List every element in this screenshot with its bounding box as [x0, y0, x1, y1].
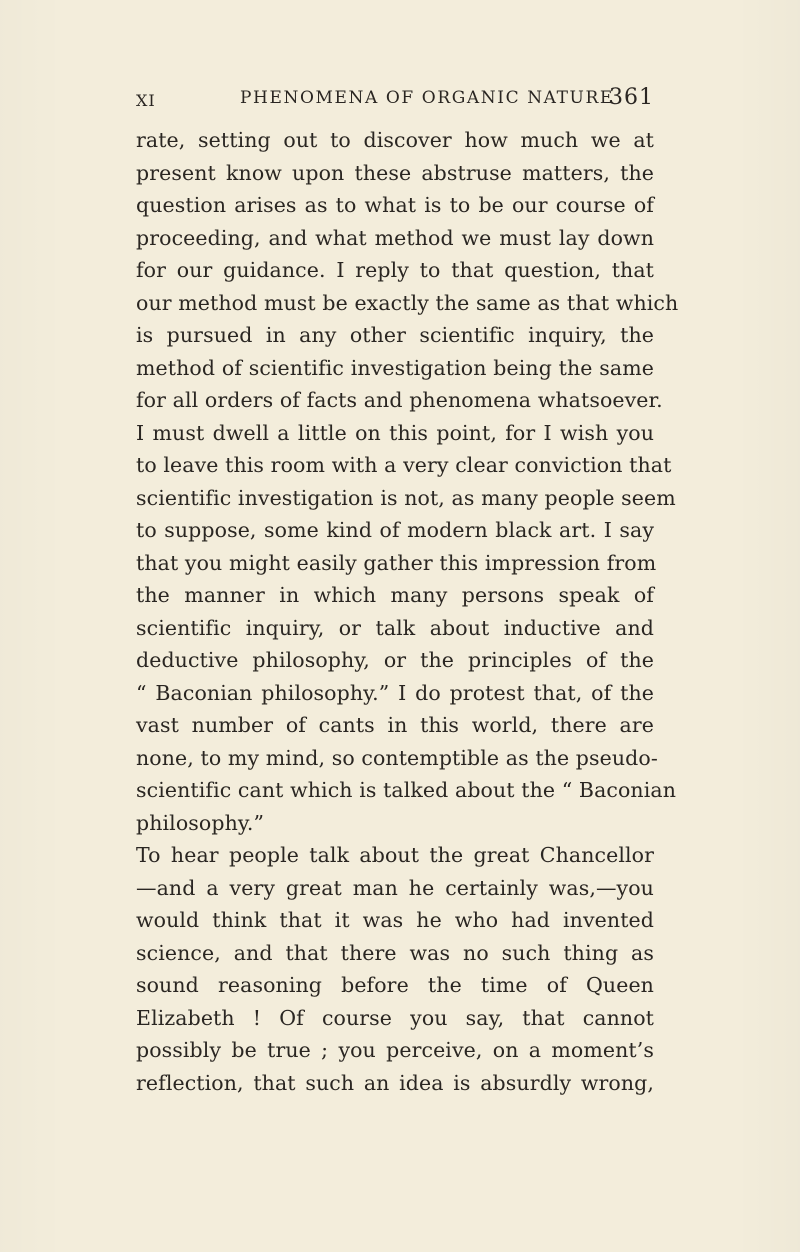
text-line: deductive philosophy, or the principles of the [136, 648, 654, 672]
text-line: would think that it was he who had invented [136, 908, 654, 932]
chapter-number: XI [136, 91, 156, 110]
body-text [136, 124, 679, 1099]
text-line: is pursued in any other scientific inquiry, the [136, 323, 654, 347]
text-line: —and a very great man he certainly was,—you [136, 875, 654, 900]
text-line: science, and that there was no such thing as [136, 940, 654, 965]
text-line: rate, setting out to discover how much we at [136, 128, 654, 152]
text-line: question arises as to what is to be our course of [136, 193, 654, 217]
text-line: sound reasoning before the time of Queen [136, 973, 654, 997]
text-line: to leave this room with a very clear conviction that [136, 453, 672, 477]
text-line: I must dwell a little on this point, for I wish you [136, 420, 654, 445]
text-line: To hear people talk about the great Chancellor [136, 843, 654, 867]
text-line: vast number of cants in this world, there are [136, 713, 654, 737]
running-title: PHENOMENA OF ORGANIC NATURE [240, 88, 614, 108]
text-line: for all orders of facts and phenomena whatsoever. [136, 388, 663, 412]
page-number: 361 [609, 85, 654, 110]
text-line: to suppose, some kind of modern black art. I say [136, 518, 654, 542]
text-line: proceeding, and what method we must lay down [136, 225, 654, 250]
page-header [136, 85, 654, 112]
text-line: “ Baconian philosophy.” I do protest that, of the [136, 680, 654, 705]
text-line: our method must be exactly the same as that which [136, 290, 679, 315]
text-line: reflection, that such an idea is absurdly wrong, [136, 1070, 654, 1095]
text-line: method of scientific investigation being the same [136, 355, 654, 380]
text-line: that you might easily gather this impression from [136, 550, 657, 575]
text-line: none, to my mind, so contemptible as the pseudo- [136, 745, 658, 770]
text-line: for our guidance. I reply to that question, that [136, 258, 654, 282]
text-line: Elizabeth ! Of course you say, that cannot [136, 1005, 654, 1030]
text-line: the manner in which many persons speak of [136, 583, 654, 607]
text-line: scientific investigation is not, as many people seem [136, 485, 676, 510]
text-line: philosophy.” [136, 810, 265, 835]
text-line: scientific inquiry, or talk about inductive and [136, 615, 654, 640]
text-line: scientific cant which is talked about the “ Baconian [136, 778, 677, 802]
text-line: present know upon these abstruse matters, the [136, 160, 654, 185]
text-line: possibly be true ; you perceive, on a moment’s [136, 1038, 654, 1062]
